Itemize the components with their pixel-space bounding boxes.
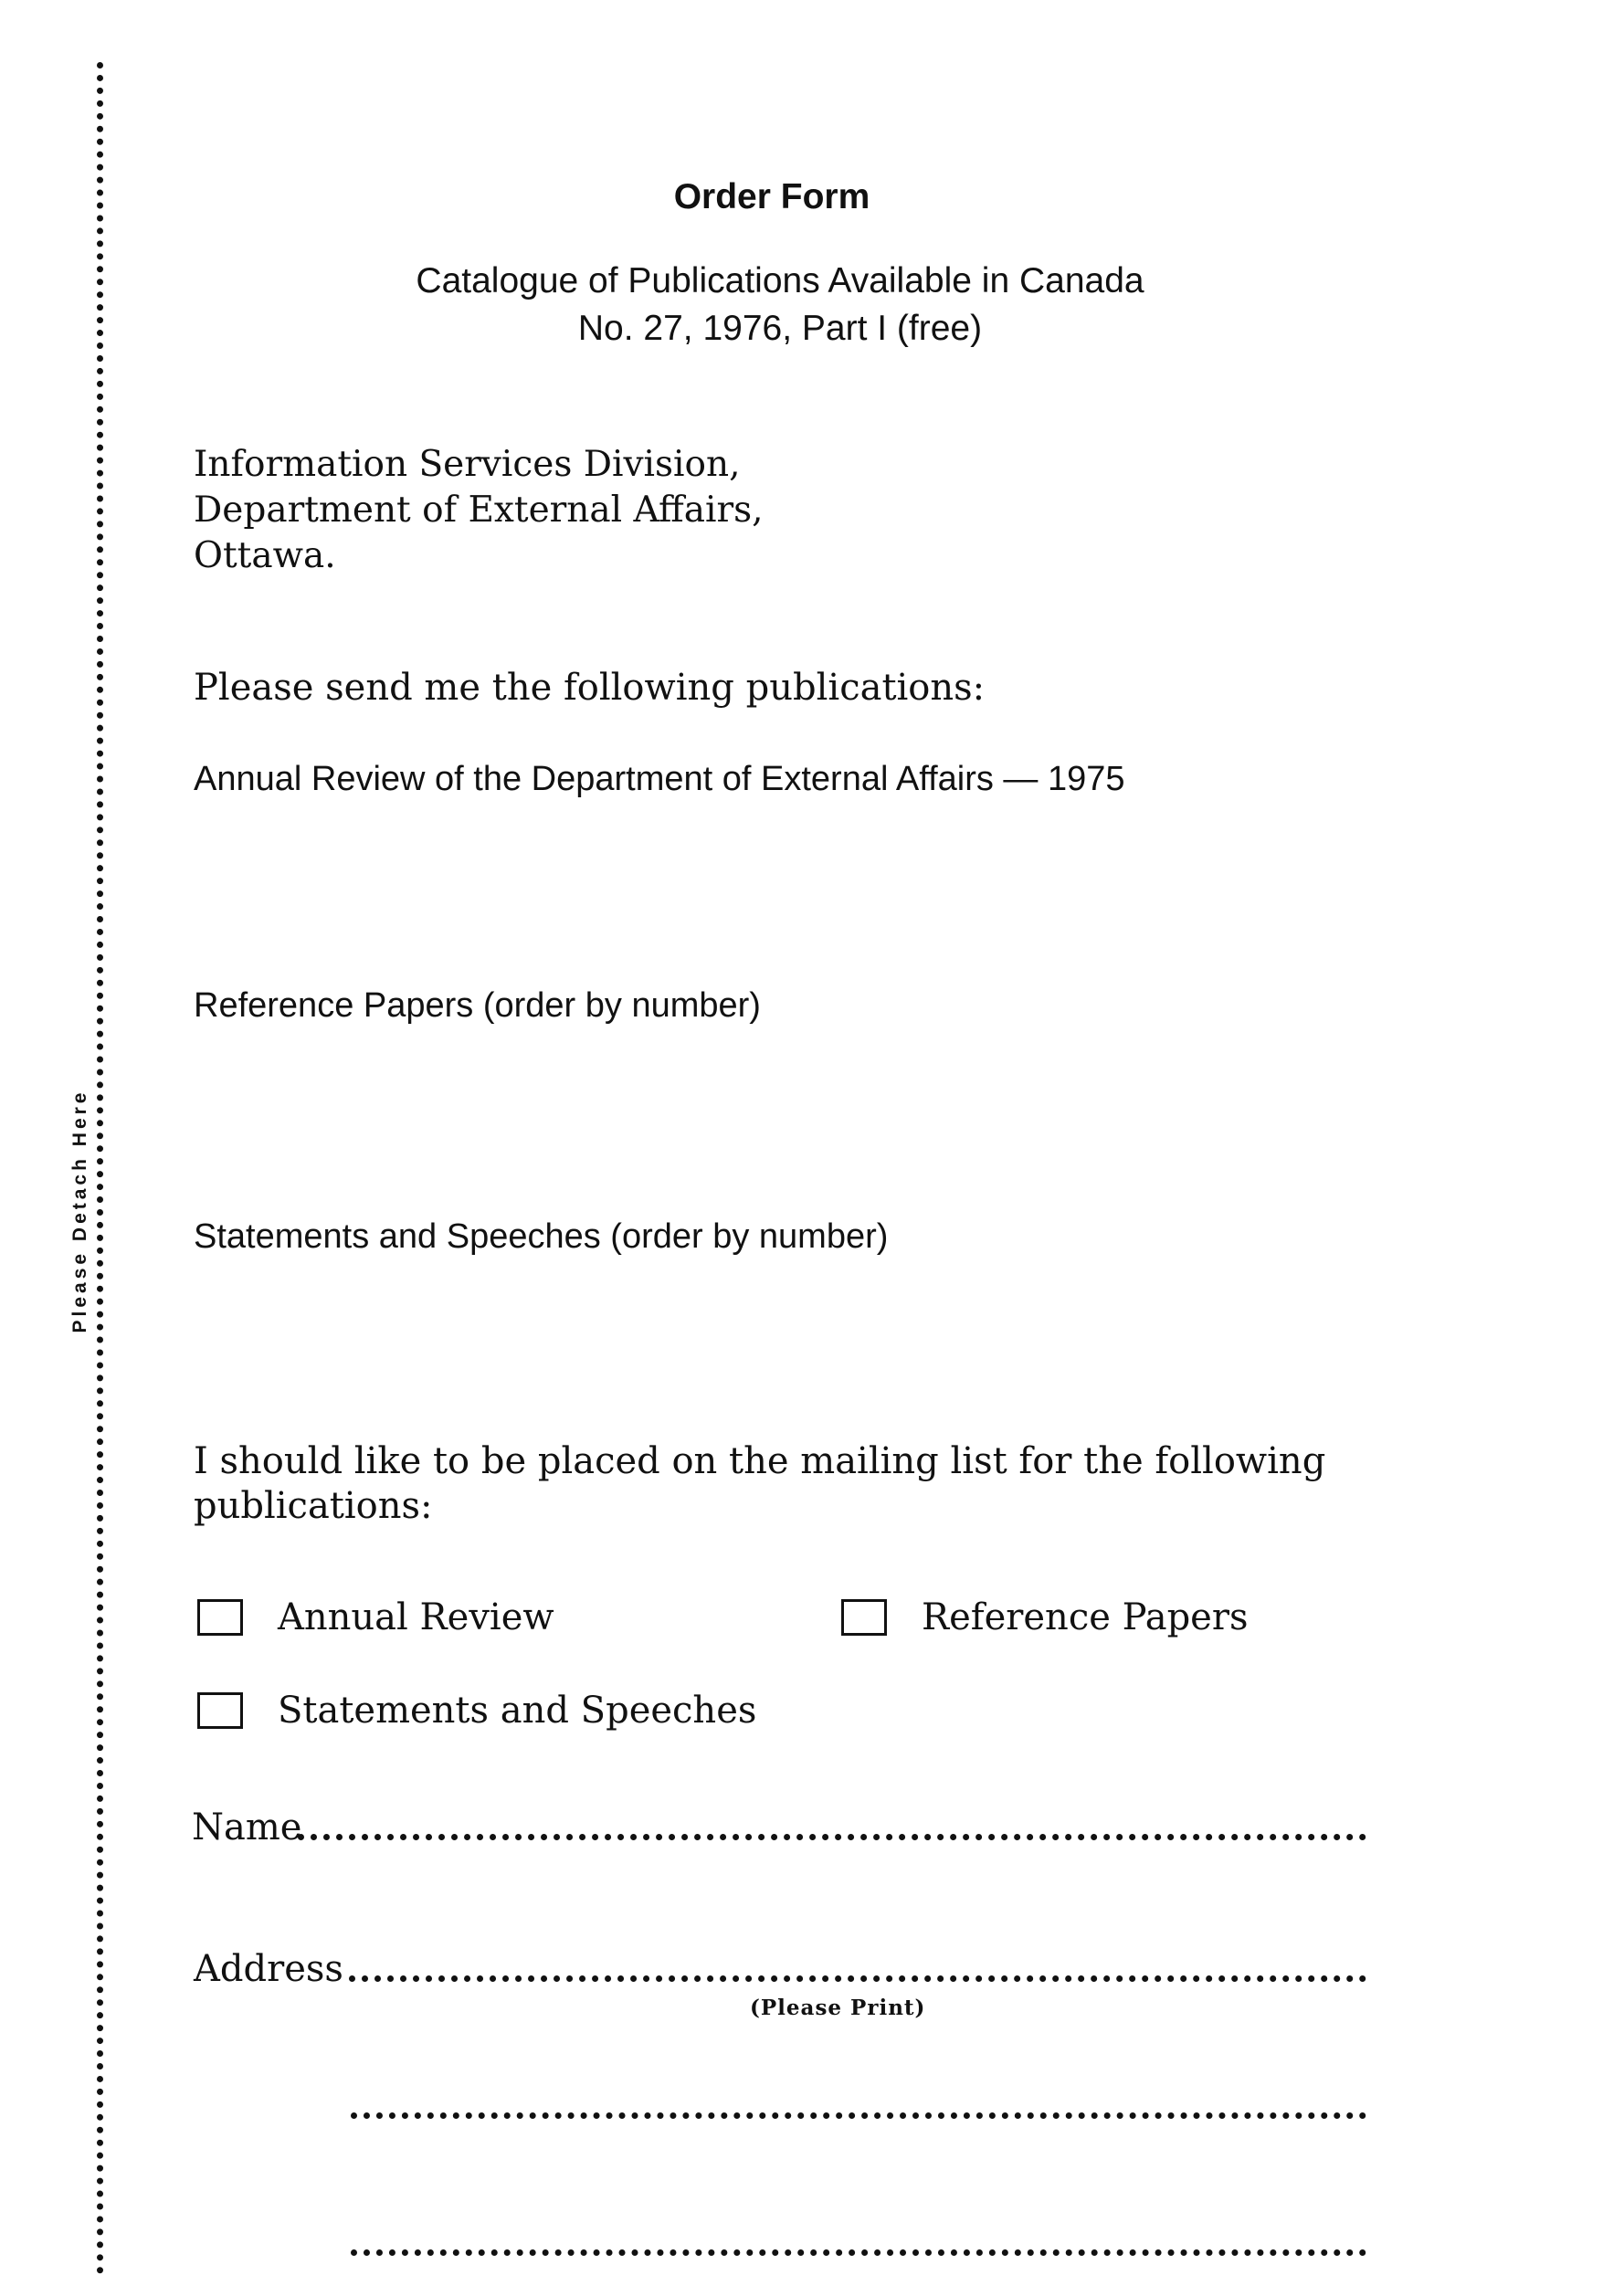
statements-speeches-request: Statements and Speeches (order by number) — [194, 1217, 889, 1256]
statements-speeches-checkbox[interactable] — [197, 1692, 243, 1729]
please-print-hint: (Please Print) — [750, 1996, 926, 2020]
mailing-list-intro: I should like to be placed on the mailing list for the following publications: — [194, 1440, 1326, 1527]
request-intro: Please send me the following publications: — [194, 667, 986, 709]
address-field-line-3[interactable] — [351, 2249, 1366, 2256]
name-field-line[interactable] — [298, 1834, 1366, 1840]
name-label: Name — [192, 1806, 302, 1848]
annual-review-checkbox[interactable] — [197, 1599, 243, 1636]
mailing-option-reference-papers[interactable] — [841, 1596, 1249, 1638]
recipient-address — [194, 442, 764, 579]
subtitle-line-1: Catalogue of Publications Available in Canada — [416, 261, 1144, 300]
reference-papers-option-label: Reference Papers — [922, 1596, 1249, 1638]
form-title: Order Form — [673, 177, 870, 216]
recipient-line-3: Ottawa. — [194, 535, 336, 576]
detach-perforation-line — [97, 62, 103, 2275]
recipient-line-2: Department of External Affairs, — [194, 490, 764, 531]
statements-speeches-option-label: Statements and Speeches — [278, 1690, 757, 1732]
subtitle-line-2: No. 27, 1976, Part I (free) — [577, 309, 983, 348]
reference-papers-request: Reference Papers (order by number) — [194, 986, 761, 1025]
recipient-line-1: Information Services Division, — [194, 444, 741, 485]
annual-review-option-label: Annual Review — [278, 1596, 554, 1638]
address-field-line-1[interactable] — [349, 1975, 1366, 1982]
reference-papers-checkbox[interactable] — [841, 1599, 887, 1636]
address-field-line-2[interactable] — [351, 2112, 1366, 2119]
annual-review-request: Annual Review of the Department of External Affairs — 1975 — [194, 760, 1125, 798]
address-label: Address — [194, 1948, 343, 1990]
mailing-option-statements-speeches[interactable] — [197, 1690, 756, 1732]
form-subtitle — [0, 258, 1560, 353]
mailing-option-annual-review[interactable] — [197, 1596, 554, 1638]
detach-label: Please Detach Here — [69, 1089, 90, 1333]
